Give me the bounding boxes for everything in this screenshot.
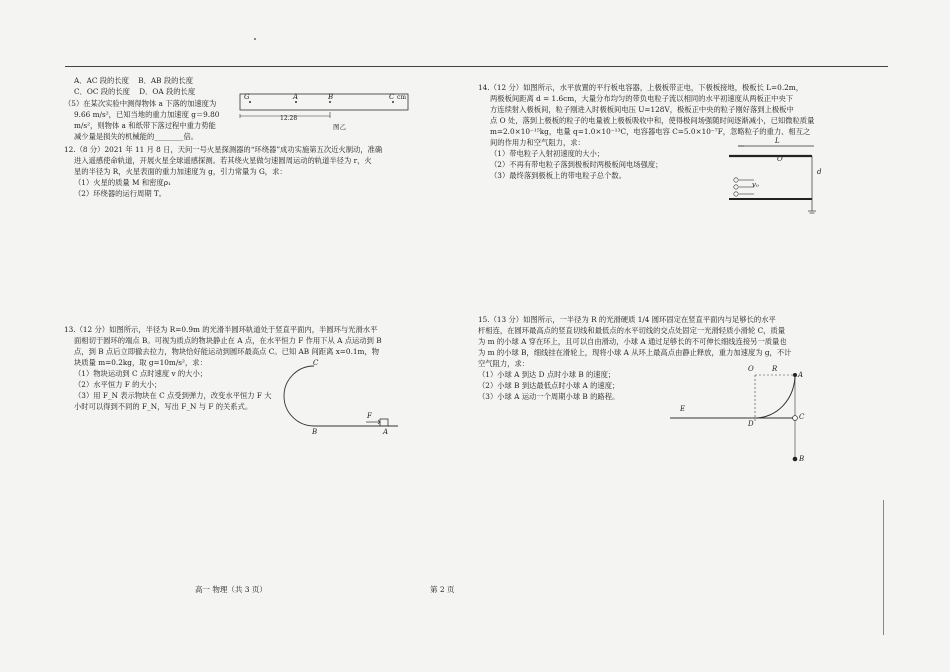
q13-sub3b: 小时可以得到不同的 F_N，写出 F_N 与 F 的关系式。 [74,402,253,411]
q14-sub2: （2）不再有带电粒子落到极板时两极板间电场强度； [490,160,663,169]
ring-label-o: O [748,365,754,373]
semicircle-track-diagram [280,362,405,437]
q5-line1: （5）在某次实验中测得物体 a 下落的加速度为 [64,99,217,108]
ring-label-r: R [772,365,778,373]
ring-label-d: D [748,420,754,428]
q5-line3: m/s²，则物体 a 和纸带下落过程中重力势能 [74,121,216,130]
q14-line4: 点 O 处，落到上极板的粒子的电量被上极板吸收中和，使得极间场强随时间逐渐减小，已知微粒质量 [490,116,815,125]
track-label-c: C [313,359,319,367]
top-rule [65,66,888,67]
q12-line3: 星的半径为 R，火星表面的重力加速度为 g，引力常量为 G，求： [74,167,287,176]
q13-line2: 面相切于圆环的端点 B。可视为质点的物块静止在 A 点，在水平恒力 F 作用下从 A 点运动到 B [74,336,382,345]
tape-distance: 12.28 [280,115,298,122]
ring-label-b: B [799,455,805,463]
track-label-b: B [312,428,318,436]
q14-sub1: （1）带电粒子入射初速度的大小； [490,149,605,158]
ring-label-a: A [798,371,804,379]
tape-label-c: C [389,93,395,101]
q14-line5: m=2.0×10⁻¹⁵kg，电量 q=1.0×10⁻¹³C，电容器电容 C=5.0×10⁻⁷F，忽略粒子的重力、相互之 [490,127,811,136]
q14-line3: 方连续射入极板间，粒子刚进入时极板间电压 U=128V，极板正中央的粒子刚好落到上极板中 [490,105,794,114]
figure-caption: 图乙 [333,123,346,131]
q13-line1: 13.（12 分）如图所示，半径为 R=0.9m 的光滑半圆环轨道处于竖直平面内，半圆环与光滑水平 [64,325,378,334]
q14-line2: 两极板间距离 d = 1.6cm，大量分布均匀的带负电粒子流以相同的水平初速度从两板正中央下 [490,94,794,103]
q5-line2: 9.66 m/s²，已知当地的重力加速度 g＝9.80 [74,110,220,119]
quarter-ring-diagram [670,368,820,468]
tape-unit: cm [397,94,407,101]
q12-sub2: （2）环绕器的运行周期 T。 [74,189,167,198]
q15-line1: 15.（13 分）如图所示，一半径为 R 的光滑硬质 1/4 圆环固定在竖直平面内与足够长的水平 [478,315,776,324]
cap-label-l: L [775,137,780,145]
cap-label-d: d [817,168,822,176]
q15-sub1: （1）小球 A 到达 D 点时小球 B 的速度； [478,370,616,379]
right-edge-line [883,500,884,635]
q15-line2: 杆相连，在圆环最高点的竖直切线和最低点的水平切线的交点处固定一光滑轻质小滑轮 C，质量 [478,326,786,335]
q13-line4: 块质量 m=0.2kg，取 g=10m/s²，求： [74,358,207,367]
tape-label-a: A [293,93,299,101]
tape-label-b: B [328,93,334,101]
q12-sub1: （1）火星的质量 M 和密度ρ₁ [74,178,171,187]
q15-line5: 空气阻力，求： [478,359,530,368]
scan-dot [254,38,256,40]
options-cd: C．OC 段的长度 D．OA 段的长度 [74,87,196,96]
ring-label-c: C [799,413,805,421]
q15-line4: 为 m 的小球 B，细线挂在滑轮上，现将小球 A 从环上最高点由静止释放，重力加速度为 g，不计 [478,348,792,357]
q13-sub1: （1）物块运动到 C 点时速度 v 的大小； [74,369,208,378]
q14-line1: 14.（12 分）如图所示，水平放置的平行板电容器，上极板带正电，下极板接地，极板长 L=0.2m， [478,83,803,92]
tape-label-g: G [244,93,250,101]
capacitor-diagram [724,136,824,216]
footer-page-number: 第 2 页 [430,585,455,594]
q15-sub2: （2）小球 B 到达最低点时小球 A 的速度； [478,381,620,390]
q13-sub3a: （3）用 F_N 表示物块在 C 点受到弹力，改变水平恒力 F 大 [74,391,272,400]
q15-line3: 为 m 的小球 A 穿在环上，且可以自由滑动，小球 A 通过足够长的不可伸长细线连接另一质量也 [478,337,787,346]
q12-line1: 12.（8 分）2021 年 11 月 8 日，天问一号火星探测器的“环绕器”成功实施第五次近火制动，准确 [64,145,383,154]
footer-left: 高一 物理（共 3 页） [195,585,267,594]
q14-sub3: （3）最终落到极板上的带电粒子总个数。 [490,171,626,180]
cap-label-v0: v₀ [752,181,759,189]
ring-label-e: E [680,405,686,413]
track-label-f: F [367,412,372,420]
q15-sub3: （3）小球 A 运动一个周期小球 B 的路程。 [478,392,620,401]
q14-line6: 间的作用力和空气阻力，求： [490,138,585,147]
options-ab: A．AC 段的长度 B．AB 段的长度 [74,76,194,85]
q13-sub2: （2）水平恒力 F 的大小； [74,380,162,389]
q5-line4: 减少量是损失的机械能的________倍。 [74,132,199,141]
cap-label-o: O [777,155,783,163]
paper-tape-diagram [238,88,413,140]
q12-line2: 进入遥感使命轨道，开展火星全球遥感探测。若其绕火星做匀速圆周运动的轨道半径为 r，火 [74,156,372,165]
q13-line3: 点，到 B 点后立即撤去拉力，物块恰好能运动到圆环最高点 C。已知 AB 间距离 x=0.1m，物 [74,347,380,356]
track-label-a: A [383,428,389,436]
